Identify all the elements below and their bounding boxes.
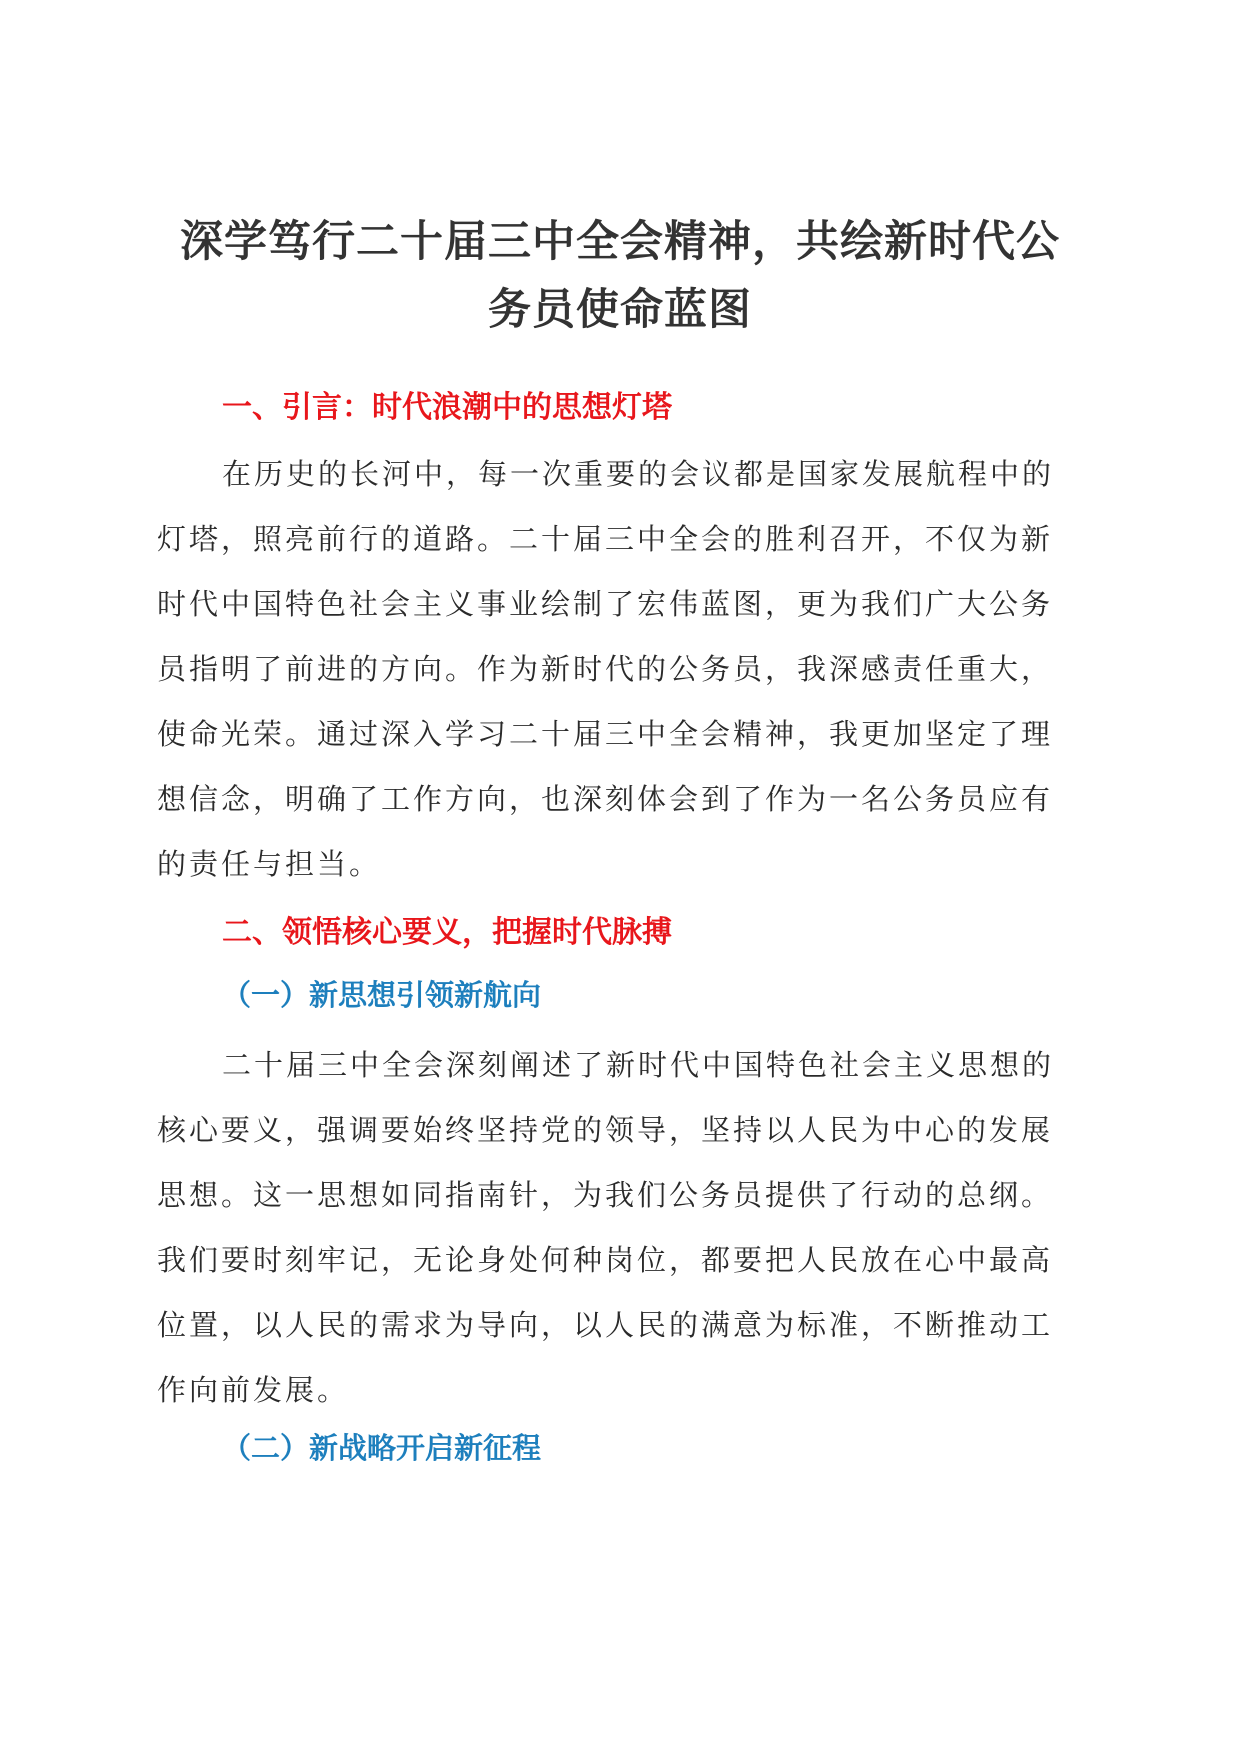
document-title — [150, 208, 1090, 344]
paragraph-line: 灯塔，照亮前行的道路。二十届三中全会的胜利召开，不仅为新 — [157, 522, 1054, 556]
sub-heading-new-thought: （一）新思想引领新航向 — [222, 978, 542, 1012]
paragraph-line: 核心要义，强调要始终坚持党的领导，坚持以人民为中心的发展 — [157, 1113, 1054, 1147]
section-heading-core: 二、领悟核心要义，把握时代脉搏 — [222, 915, 672, 950]
paragraph-line: 二十届三中全会深刻阐述了新时代中国特色社会主义思想的 — [222, 1048, 1055, 1082]
core-paragraph — [157, 1033, 1057, 1423]
title-line-2: 务员使命蓝图 — [488, 285, 752, 335]
paragraph-line: 想信念，明确了工作方向，也深刻体会到了作为一名公务员应有 — [157, 782, 1054, 816]
paragraph-line: 思想。这一思想如同指南针，为我们公务员提供了行动的总纲。 — [157, 1178, 1054, 1212]
paragraph-line: 在历史的长河中，每一次重要的会议都是国家发展航程中的 — [222, 457, 1055, 491]
paragraph-line: 使命光荣。通过深入学习二十届三中全会精神，我更加坚定了理 — [157, 717, 1054, 751]
paragraph-line: 时代中国特色社会主义事业绘制了宏伟蓝图，更为我们广大公务 — [157, 587, 1054, 621]
title-line-1: 深学笃行二十届三中全会精神，共绘新时代公 — [180, 217, 1060, 267]
paragraph-line: 我们要时刻牢记，无论身处何种岗位，都要把人民放在心中最高 — [157, 1243, 1054, 1277]
paragraph-line: 作向前发展。 — [157, 1373, 350, 1407]
section-heading-intro: 一、引言：时代浪潮中的思想灯塔 — [222, 390, 672, 425]
paragraph-line: 位置，以人民的需求为导向，以人民的满意为标准，不断推动工 — [157, 1308, 1054, 1342]
paragraph-line: 员指明了前进的方向。作为新时代的公务员，我深感责任重大， — [157, 652, 1054, 686]
intro-paragraph — [157, 442, 1057, 897]
paragraph-line: 的责任与担当。 — [157, 847, 382, 881]
sub-heading-new-strategy: （二）新战略开启新征程 — [222, 1431, 542, 1465]
